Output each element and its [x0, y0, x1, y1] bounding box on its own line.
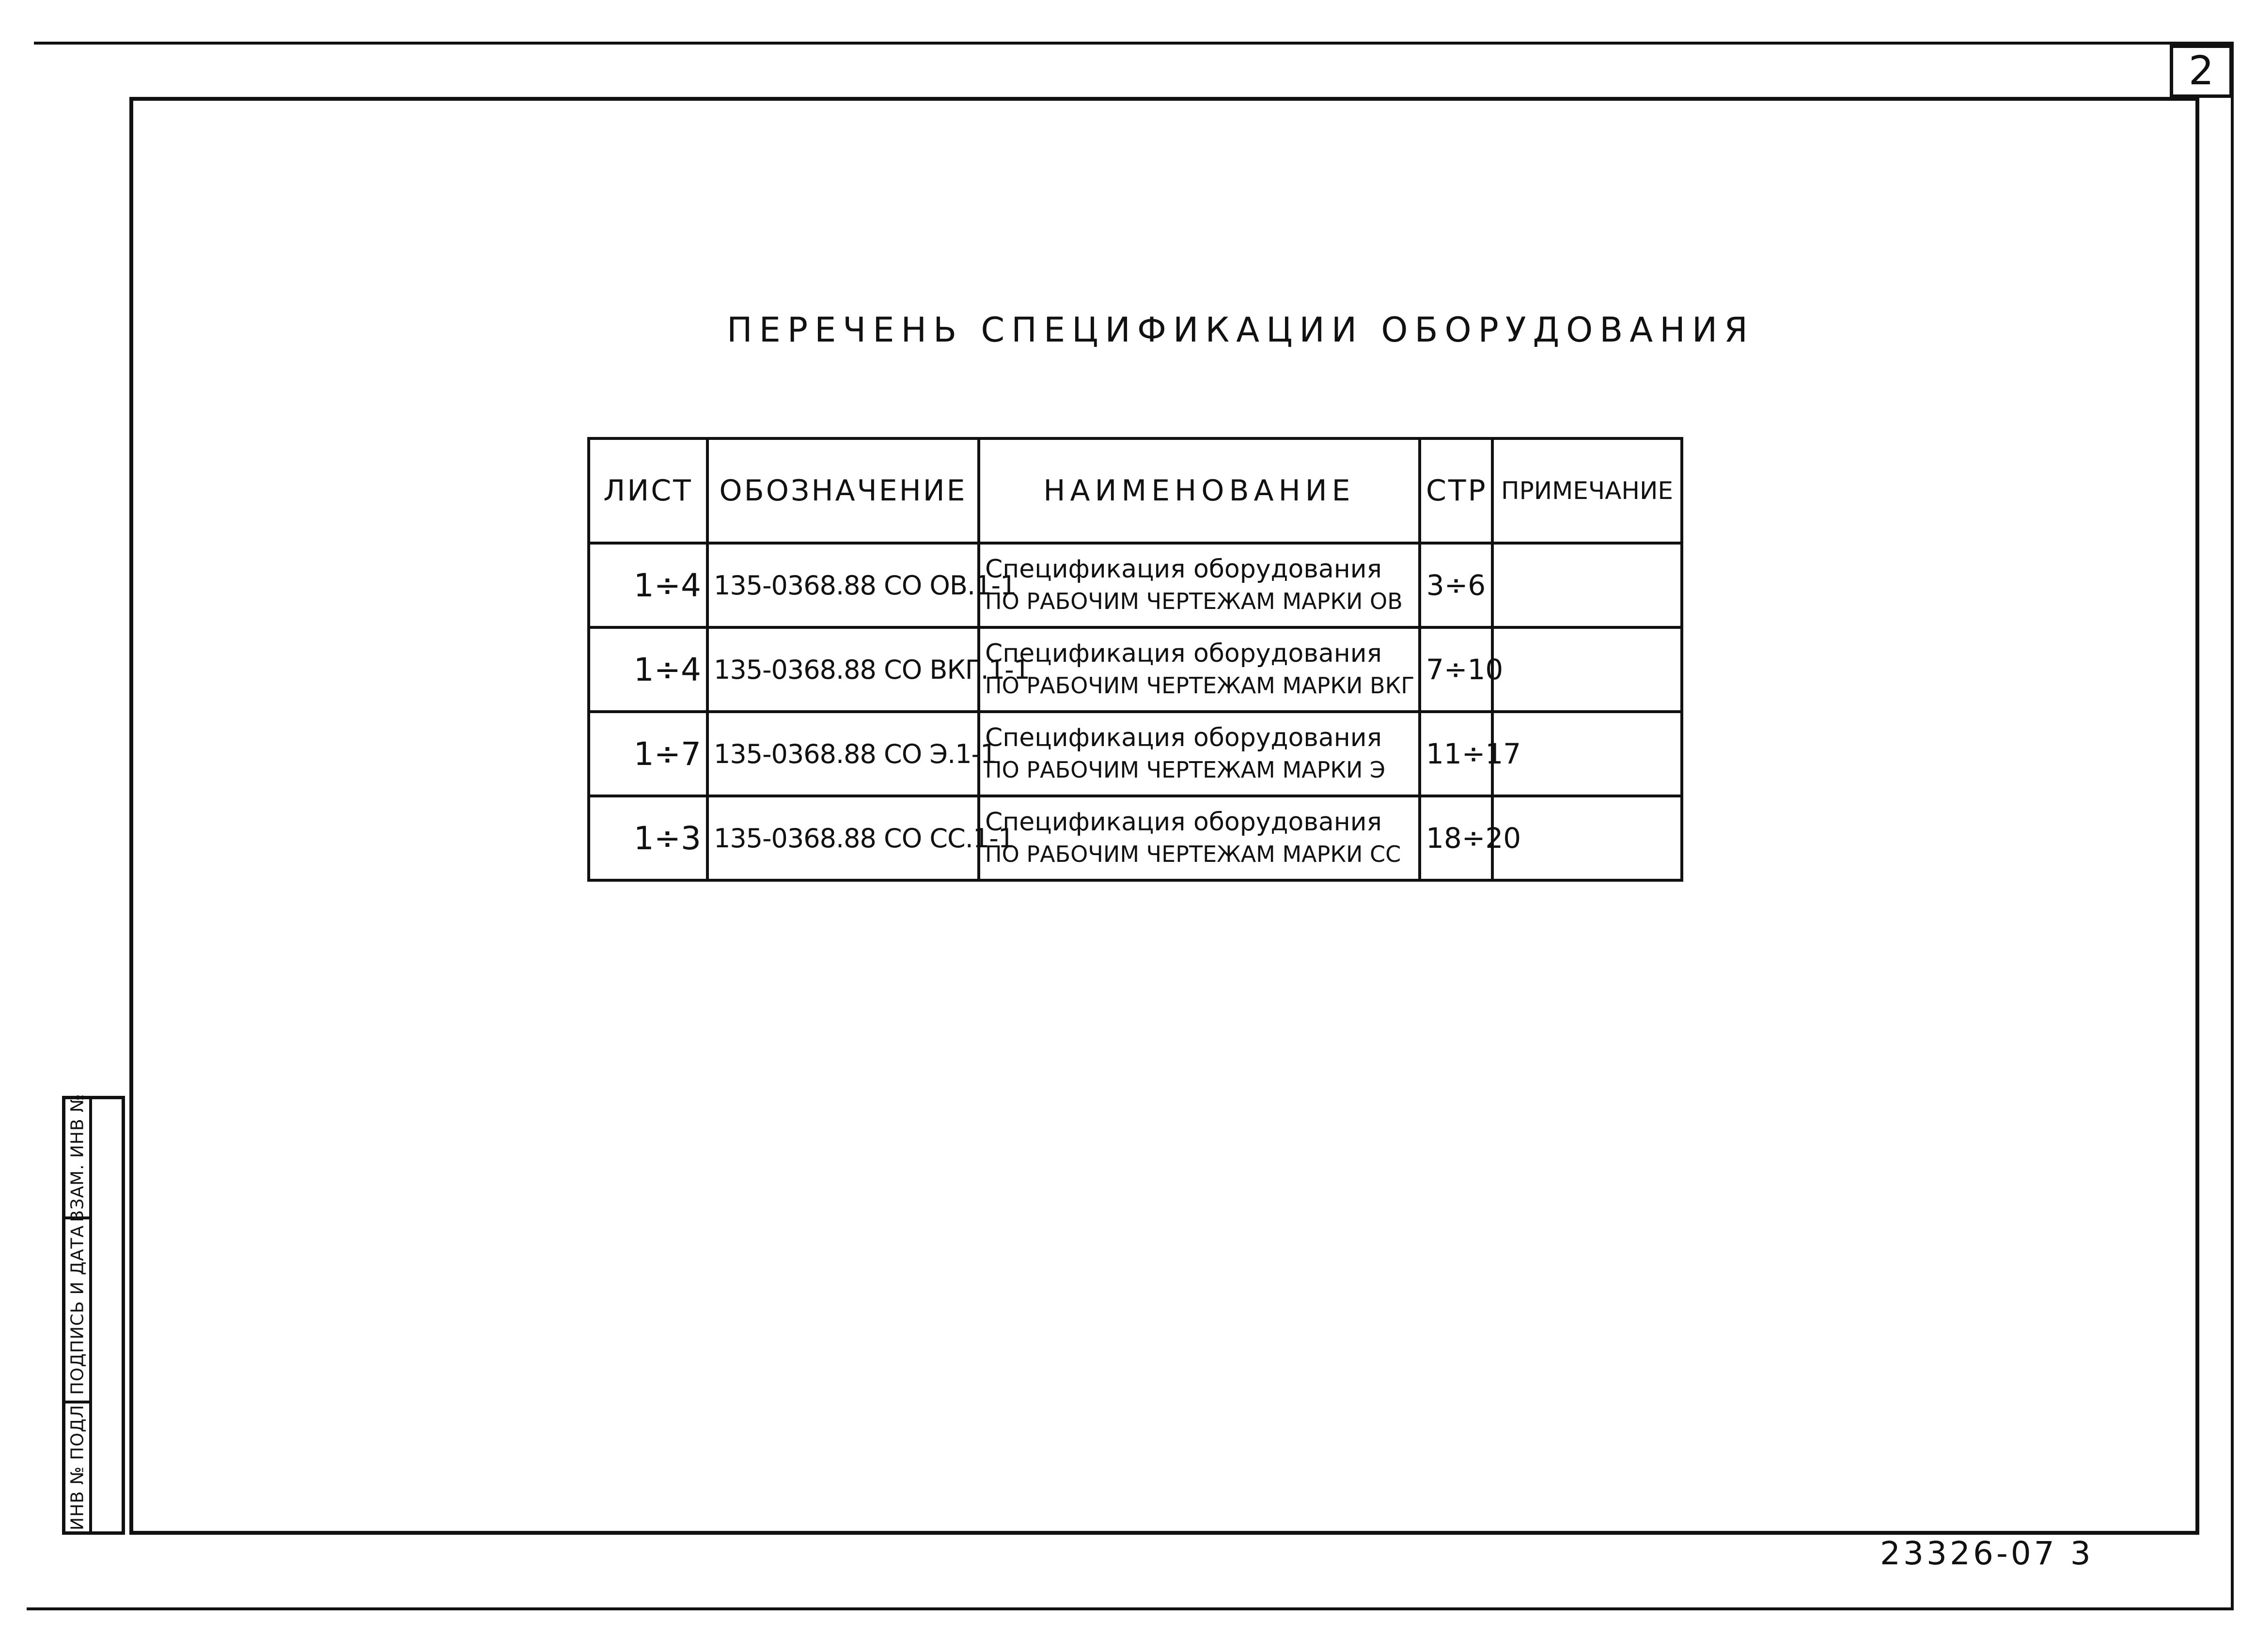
bottom-rule	[27, 1607, 2234, 1610]
row-name-line1: Спецификация оборудования	[985, 555, 1382, 584]
row-sheets: 1÷4	[589, 543, 707, 627]
header-note: ПРИМЕЧАНИЕ	[1492, 438, 1682, 543]
row-name-line2: ПО РАБОЧИМ ЧЕРТЕЖАМ МАРКИ СС	[985, 841, 1401, 867]
table-row	[589, 543, 1682, 627]
table-header-row	[589, 438, 1682, 543]
header-pages: СТР	[1420, 438, 1492, 543]
row-note	[1492, 627, 1682, 712]
row-note	[1492, 543, 1682, 627]
side-stamp	[62, 1093, 125, 1535]
row-name-line1: Спецификация оборудования	[985, 639, 1382, 668]
table-row	[589, 712, 1682, 796]
row-sheets: 1÷3	[589, 796, 707, 880]
row-name-line2: ПО РАБОЧИМ ЧЕРТЕЖАМ МАРКИ Э	[985, 757, 1386, 783]
row-name-line1: Спецификация оборудования	[985, 723, 1382, 752]
row-name	[979, 796, 1420, 880]
row-name-line2: ПО РАБОЧИМ ЧЕРТЕЖАМ МАРКИ ОВ	[985, 588, 1403, 614]
row-designation: 135-0368.88 СО Э.1-1	[707, 712, 979, 796]
sheet-number-box	[2170, 45, 2233, 98]
side-label-podpis-data: ПОДПИСЬ И ДАТА	[67, 1225, 87, 1395]
sheet-number: 2	[2188, 48, 2214, 94]
row-pages: 11÷17	[1420, 712, 1492, 796]
document-code: 23326-07 3	[1880, 1535, 2094, 1572]
row-name-line2: ПО РАБОЧИМ ЧЕРТЕЖАМ МАРКИ ВКГ	[985, 672, 1415, 699]
header-sheet: ЛИСТ	[589, 438, 707, 543]
page-title: ПЕРЕЧЕНЬ СПЕЦИФИКАЦИИ ОБОРУДОВАНИЯ	[727, 310, 1755, 350]
row-name	[979, 712, 1420, 796]
specification-table	[587, 437, 1683, 882]
row-sheets: 1÷4	[589, 627, 707, 712]
row-sheets: 1÷7	[589, 712, 707, 796]
side-cell-podpis-data	[65, 1219, 92, 1403]
side-cell-vzam-inv	[65, 1093, 92, 1222]
header-designation: ОБОЗНАЧЕНИЕ	[707, 438, 979, 543]
right-rule	[2231, 42, 2234, 1610]
side-cell-inv-podl	[65, 1403, 92, 1531]
row-designation: 135-0368.88 СО ВКГ.1-1	[707, 627, 979, 712]
side-label-vzam-inv: ВЗАМ. ИНВ №	[67, 1093, 87, 1222]
row-designation: 135-0368.88 СО ОВ.1-1	[707, 543, 979, 627]
table-row	[589, 627, 1682, 712]
row-pages: 18÷20	[1420, 796, 1492, 880]
row-name	[979, 543, 1420, 627]
row-designation: 135-0368.88 СО СС.1-1	[707, 796, 979, 880]
side-label-inv-podl: ИНВ № ПОДЛ	[67, 1404, 87, 1530]
row-pages: 7÷10	[1420, 627, 1492, 712]
row-pages: 3÷6	[1420, 543, 1492, 627]
top-rule	[34, 42, 2234, 45]
row-name	[979, 627, 1420, 712]
header-name: НАИМЕНОВАНИЕ	[979, 438, 1420, 543]
table-row	[589, 796, 1682, 880]
row-name-line1: Спецификация оборудования	[985, 808, 1382, 837]
